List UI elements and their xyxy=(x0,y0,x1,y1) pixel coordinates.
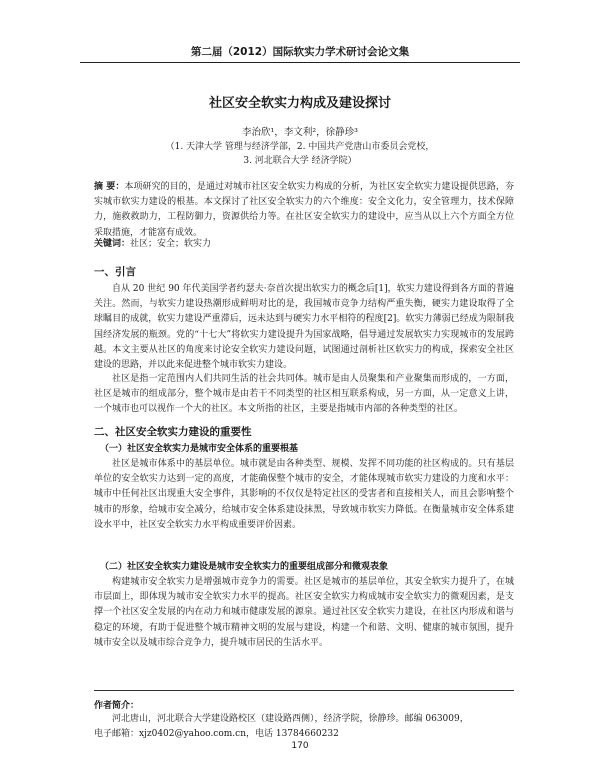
author-note-label: 作者简介： xyxy=(94,701,140,711)
affiliation-line-2: 3. 河北联合大学 经济学院） xyxy=(243,156,357,166)
section-1-heading: 一、引言 xyxy=(94,266,136,278)
keywords-label: 关键词： xyxy=(94,239,131,249)
author-note-line-2: 电子邮箱：xjz0402@yahoo.com.cn，电话 13784660232 xyxy=(94,729,339,739)
author-note-line-1: 河北唐山，河北联合大学建设路校区（建设路西侧），经济学院，徐静珍。邮编 063009， xyxy=(112,714,469,724)
subsection-2-1-text: 社区是城市体系中的基层单位。城市就是由各种类型、规模、发挥不同功能的社区构成的。只有基层单位的安全软实力达到一定的高度，才能确保整个城市的安全，才能体现城市软实力建设的力度和水平：城市中任何社区出现重大安全事件，其影响的不仅仅是特定社区的受害者和直接相关人，而且会影响整个城市的形象，给城市安全减分，给城市安全体系建设抹黑，导致城市软实力降低。在衡量城市安全体系建设水平中，社区安全软实力水平构成重要评价因素。 xyxy=(94,459,514,530)
affiliation-line-1: （1. 天津大学 管理与经济学部，2. 中国共产党唐山市委员会党校， xyxy=(165,142,435,152)
author-note xyxy=(94,712,514,742)
keywords xyxy=(94,237,514,252)
section-2-heading: 二、社区安全软实力建设的重要性 xyxy=(94,426,252,438)
footnote-divider xyxy=(94,690,514,691)
page-number: 170 xyxy=(291,741,309,751)
subsection-2-2-heading: （二）社区安全软实力建设是城市安全软实力的重要组成部分和微观表象 xyxy=(100,562,389,572)
section-1-paragraph-1: 自从 20 世纪 90 年代美国学者约瑟夫·奈首次提出软实力的概念后[1]，软实力建设得到各方面的普遍关注。然而，与软实力建设热潮形成鲜明对比的是，我国城市竞争力结构严重失衡，硬实力建设取得了全球瞩目的成就，软实力建设严重滞后，远未达到与硬实力水平相符的程度[2]。软实力薄弱已经成为限制我国经济发展的瓶颈。党的“十七大”将软实力建设提升为国家战略，倡导通过发展软实力实现城市的发展跨越。本文主要从社区的角度来讨论安全软实力建设问题，试图通过剖析社区软实力的构成，探索安全社区建设的思路，并以此来促进整个城市软实力建设。 xyxy=(94,284,514,371)
author-list: 李治欣¹，李文利²，徐静珍³ xyxy=(242,127,358,138)
abstract-label: 摘 要： xyxy=(94,182,125,192)
section-1-paragraph-2: 社区是指一定范围内人们共同生活的社会共同体。城市是由人员聚集和产业聚集而形成的，一方面，社区是城市的组成部分，整个城市是由若干不同类型的社区相互联系构成，另一方面，从一定意义上讲，一个城市也可以视作一个大的社区。本文所指的社区，主要是指城市内部的各种类型的社区。 xyxy=(94,374,514,415)
abstract-text: 本项研究的目的，是通过对城市社区安全软实力构成的分析，为社区安全软实力建设提供思路，夯实城市软实力建设的根基。本文探讨了社区安全软实力的六个维度：安全文化力，安全管理力，技术保障力，施救救助力，工程防御力，资源供给力等。在社区安全软实力的建设中，应当从以上六个方面全方位采取措施，才能富有成效。 xyxy=(94,182,514,238)
paper-title: 社区安全软实力构成及建设探讨 xyxy=(208,96,391,111)
running-header: 第二届（2012）国际软实力学术研讨会论文集 xyxy=(80,44,520,63)
subsection-2-1-heading: （一）社区安全软实力是城市安全体系的重要根基 xyxy=(100,444,299,454)
keywords-text: 社区；安全；软实力 xyxy=(130,239,212,249)
abstract xyxy=(94,180,514,241)
subsection-2-2-text: 构建城市安全软实力是增强城市竞争力的需要。社区是城市的基层单位，其安全软实力提升了，在城市层面上，即体现为城市安全软实力水平的提高。社区安全软实力构成城市安全软实力的微观因素，是支撑一个社区安全发展的内在动力和城市健康发展的源泉。通过社区安全软实力建设，在社区内形成和谐与稳定的环境，有助于促进整个城市精神文明的发展与建设，构建一个和谐、文明、健康的城市氛围，提升城市安全以及城市综合竞争力，提升城市居民的生活水平。 xyxy=(94,577,514,648)
